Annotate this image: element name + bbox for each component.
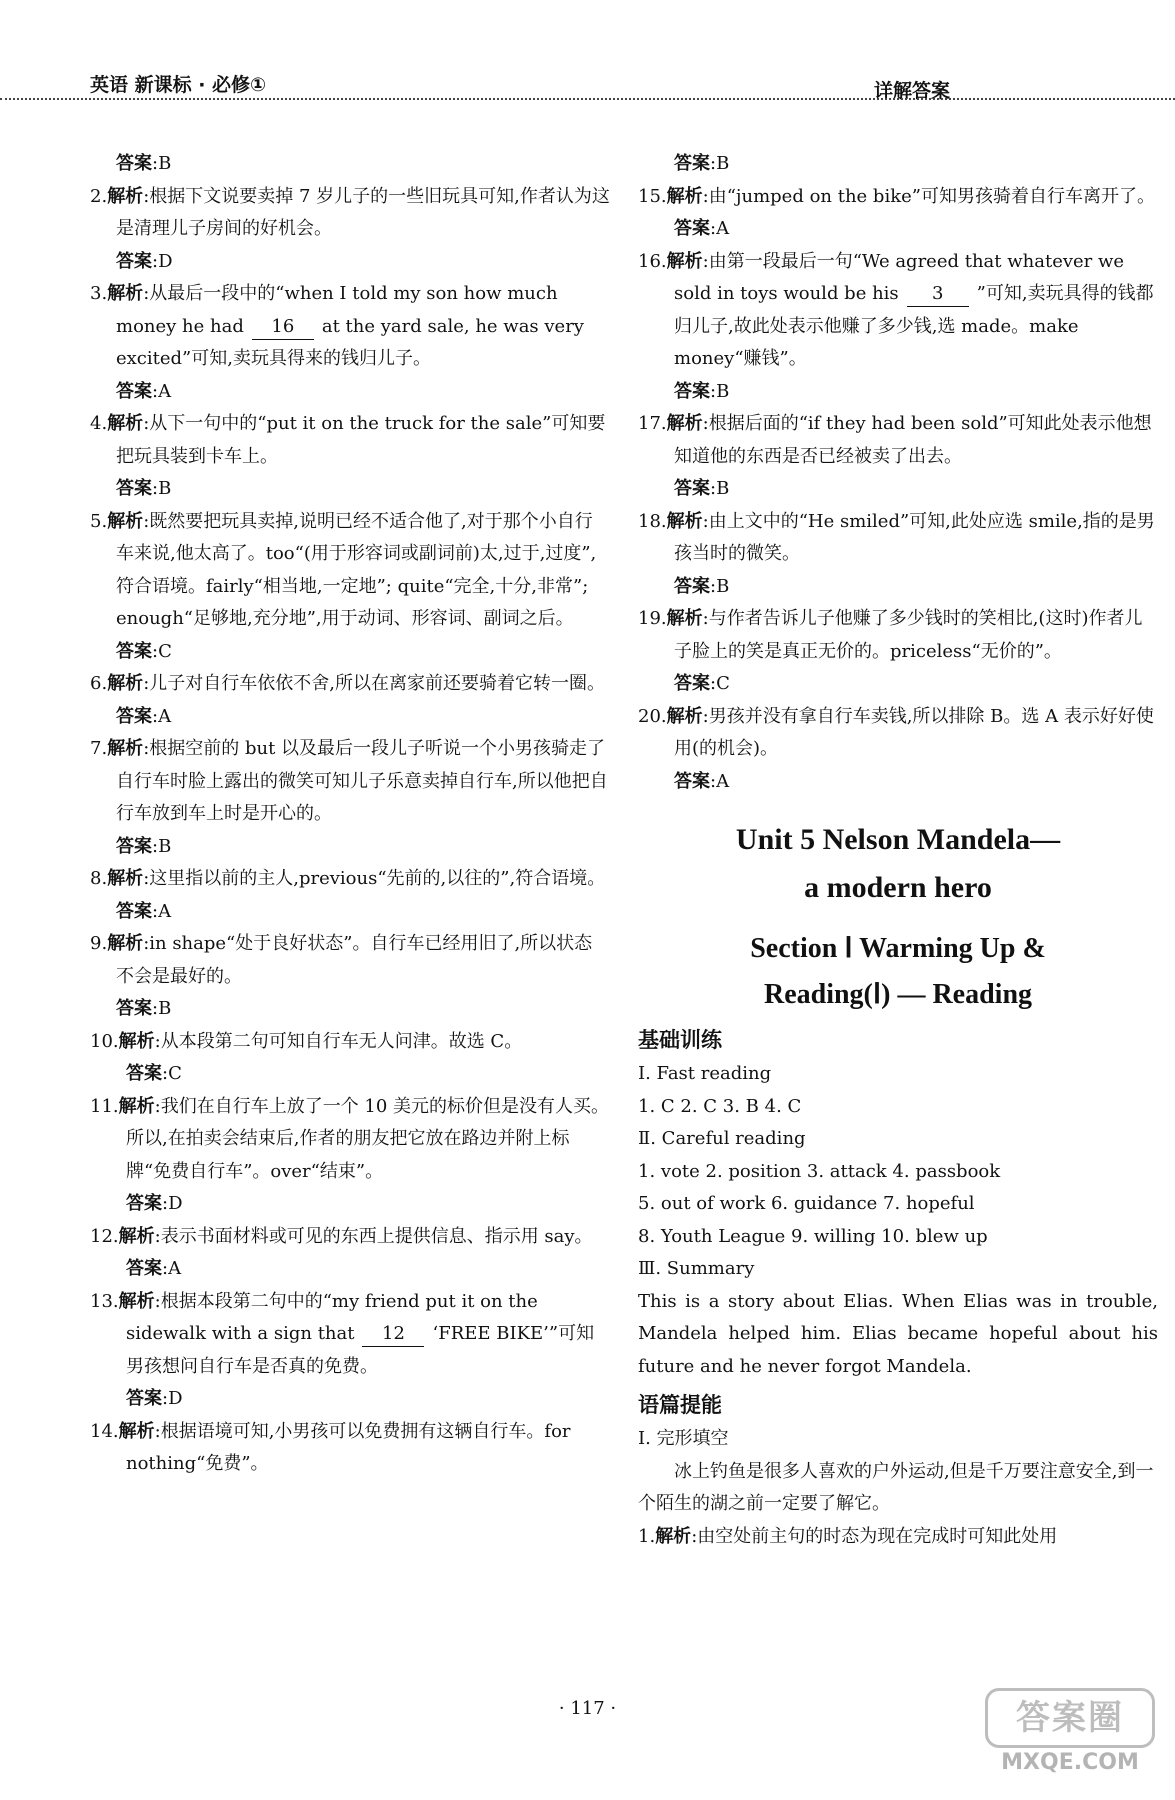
answer-value: :C: [710, 673, 730, 694]
analysis-label: 解析: [118, 1030, 155, 1052]
analysis-label: 解析: [107, 185, 144, 207]
analysis-item: [90, 863, 610, 896]
answer-line: [638, 766, 1158, 799]
answer-value: :A: [162, 1258, 182, 1279]
analysis-text: :我们在自行车上放了一个 10 美元的标价但是没有人买。所以,在拍卖会结束后,作者的朋友把它放在路边并附上标牌“免费自行车”。over“结束”。: [126, 1095, 610, 1182]
answer-value: :B: [152, 835, 172, 857]
answer-label: 答案: [116, 250, 152, 272]
analysis-text: ‘FREE BIKE’”可知男孩想问自行车是否真的免费。: [126, 1323, 595, 1377]
analysis-label: 解析: [655, 1525, 692, 1547]
analysis-label: 解析: [107, 673, 144, 694]
analysis-label: 解析: [107, 283, 144, 304]
answer-value: :D: [162, 1388, 183, 1409]
analysis-text: at the yard sale, he was very excited”可知,卖玩具得来的钱归儿子。: [116, 315, 584, 369]
answer-line: [90, 473, 610, 506]
item-number: 6.: [90, 673, 108, 694]
analysis-item: [90, 278, 610, 376]
answer-value: :A: [710, 770, 730, 792]
item-number: 7.: [90, 738, 108, 759]
analysis-text: :从下一句中的“put it on the truck for the sale”可知要把玩具装到卡车上。: [116, 413, 606, 467]
answer-value: :A: [152, 900, 172, 922]
analysis-text: :从本段第二句可知自行车无人问津。故选 C。: [154, 1030, 523, 1052]
answer-line: [90, 1253, 610, 1286]
right-answer-list: [638, 148, 1158, 798]
analysis-text: :男孩并没有拿自行车卖钱,所以排除 B。选 A 表示好好使用(的机会)。: [674, 705, 1154, 759]
analysis-label: 解析: [118, 1420, 155, 1442]
analysis-label: 解析: [107, 738, 144, 759]
item-number: 10.: [90, 1030, 119, 1052]
answer-label: 答案: [674, 673, 710, 694]
analysis-item: [638, 408, 1158, 473]
unit-title: [638, 816, 1158, 912]
answer-label: 答案: [116, 478, 152, 499]
section-title-line2: Reading(Ⅰ) — Reading: [763, 979, 1033, 1010]
item-number: 11.: [90, 1095, 119, 1117]
answer-line: [90, 993, 610, 1026]
analysis-item: [638, 181, 1158, 214]
analysis-item: [90, 1286, 610, 1384]
answer-label: 答案: [126, 1388, 162, 1409]
answer-line: [638, 376, 1158, 409]
analysis-item: [638, 603, 1158, 668]
blank-number: 12: [362, 1322, 424, 1347]
analysis-text: :由上文中的“He smiled”可知,此处应选 smile,指的是男孩当时的微笑。: [674, 510, 1155, 564]
watermark-url: MXQE.COM: [1001, 1750, 1139, 1775]
answer-line: [638, 473, 1158, 506]
item-number: 5.: [90, 510, 108, 532]
watermark-logo-text: 答案圈: [985, 1688, 1155, 1748]
analysis-item: [90, 1091, 610, 1189]
answer-value: :A: [152, 705, 172, 727]
fast-reading-answers: 1. C 2. C 3. B 4. C: [638, 1095, 802, 1117]
analysis-text: :从最后一段中的“when I told my son how much money he had: [116, 283, 558, 337]
summary-label: Ⅲ. Summary: [638, 1258, 755, 1279]
section-label: 详解答案: [873, 80, 950, 102]
item-number: 8.: [90, 868, 108, 889]
analysis-text: :根据下文说要卖掉 7 岁儿子的一些旧玩具可知,作者认为这是清理儿子房间的好机会。: [116, 185, 610, 239]
analysis-text: :由第一段最后一句“We agreed that whatever we sold in toys would be his: [674, 250, 1125, 304]
analysis-item: [90, 181, 610, 246]
answer-line: [638, 571, 1158, 604]
unit-title-line2: a modern hero: [804, 871, 992, 904]
answer-line: [90, 376, 610, 409]
analysis-item: [90, 506, 610, 636]
summary-text: This is a story about Elias. When Elias was in trouble, Mandela helped him. Elias became hopeful about his future and he never forgot Mandela.: [638, 1290, 1158, 1377]
analysis-label: 解析: [118, 1095, 155, 1117]
analysis-item: [90, 408, 610, 473]
analysis-text: :由空处前主句的时态为现在完成时可知此处用: [691, 1525, 1058, 1547]
answer-label: 答案: [116, 900, 152, 922]
analysis-item: [638, 246, 1158, 376]
analysis-label: 解析: [118, 1290, 155, 1312]
analysis-text: :in shape“处于良好状态”。自行车已经用旧了,所以状态不会是最好的。: [116, 933, 593, 987]
item-number: 15.: [638, 185, 667, 207]
answer-value: :A: [710, 218, 730, 239]
analysis-text: :儿子对自行车依依不舍,所以在离家前还要骑着它转一圈。: [143, 673, 605, 694]
analysis-text: :这里指以前的主人,previous“先前的,以往的”,符合语境。: [143, 868, 606, 889]
answer-label: 答案: [116, 998, 152, 1019]
analysis-text: :既然要把玩具卖掉,说明已经不适合他了,对于那个小自行车来说,他太高了。too“(用于形容词或副词前)太,过于,过度”,符合语境。fairly“相当地,一定地”; quite“完全,十分,非常”; enough“足够地,充分地”,用于动词、形容词、副词之后。: [116, 510, 597, 629]
item-number: 19.: [638, 608, 667, 629]
answer-label: 答案: [116, 153, 152, 174]
careful-reading-line: 1. vote 2. position 3. attack 4. passbook: [638, 1160, 1001, 1182]
item-number: 18.: [638, 510, 667, 532]
item-number: 12.: [90, 1225, 119, 1247]
item-number: 9.: [90, 933, 108, 954]
blank-number: 3: [907, 282, 969, 307]
analysis-text: :根据空前的 but 以及最后一段儿子听说一个小男孩骑走了自行车时脸上露出的微笑可知儿子乐意卖掉自行车,所以他把自行车放到车上时是开心的。: [116, 738, 608, 824]
answer-label: 答案: [116, 640, 152, 662]
item-number: 2.: [90, 185, 108, 207]
answer-value: :C: [162, 1063, 182, 1084]
item-number: 1.: [638, 1525, 656, 1547]
analysis-item: [638, 506, 1158, 571]
analysis-text: ”可知,卖玩具得的钱都归儿子,故此处表示他赚了多少钱,选 made。make money“赚钱”。: [674, 283, 1154, 369]
answer-value: :B: [710, 153, 730, 174]
item-number: 20.: [638, 705, 667, 727]
cloze-intro: 冰上钓鱼是很多人喜欢的户外运动,但是千万要注意安全,到一个陌生的湖之前一定要了解它。: [638, 1460, 1154, 1514]
answer-label: 答案: [674, 478, 710, 499]
analysis-text: :与作者告诉儿子他赚了多少钱时的笑相比,(这时)作者儿子脸上的笑是真正无价的。priceless“无价的”。: [674, 608, 1143, 662]
answer-label: 答案: [116, 835, 152, 857]
analysis-item: [638, 701, 1158, 766]
analysis-label: 解析: [107, 868, 144, 889]
analysis-text: :由“jumped on the bike”可知男孩骑着自行车离开了。: [702, 185, 1155, 207]
analysis-item: [90, 1026, 610, 1059]
analysis-label: 解析: [666, 413, 703, 434]
answer-label: 答案: [126, 1193, 162, 1214]
analysis-label: 解析: [666, 510, 703, 532]
answer-label: 答案: [674, 770, 710, 792]
analysis-item: [90, 1416, 610, 1481]
answer-label: 答案: [126, 1063, 162, 1084]
answer-line: [90, 701, 610, 734]
analysis-label: 解析: [107, 933, 144, 954]
analysis-item: [90, 668, 610, 701]
watermark-logo: [985, 1688, 1155, 1780]
section-title: [638, 926, 1158, 1018]
cloze-item-1: [638, 1521, 1158, 1554]
answer-line: [90, 831, 610, 864]
answer-label: 答案: [126, 1258, 162, 1279]
answer-line: [638, 213, 1158, 246]
answer-label: 答案: [674, 218, 710, 239]
item-number: 16.: [638, 250, 667, 272]
unit-title-line1: Unit 5 Nelson Mandela—: [735, 823, 1061, 856]
careful-reading-label: Ⅱ. Careful reading: [638, 1128, 806, 1149]
analysis-label: 解析: [107, 413, 144, 434]
blank-number: 16: [252, 315, 314, 340]
answer-line: [90, 1058, 610, 1091]
analysis-text: :根据后面的“if they had been sold”可知此处表示他想知道他的东西是否已经被卖了出去。: [674, 413, 1152, 467]
answer-line: [90, 148, 610, 181]
answer-line: [90, 896, 610, 929]
analysis-text: :表示书面材料或可见的东西上提供信息、指示用 say。: [154, 1225, 593, 1247]
section-title-line1: Section Ⅰ Warming Up &: [750, 933, 1046, 964]
item-number: 17.: [638, 413, 667, 434]
book-title: 英语 新课标 · 必修①: [90, 74, 267, 96]
left-column: [90, 148, 610, 1481]
analysis-label: 解析: [107, 510, 144, 532]
answer-label: 答案: [116, 705, 152, 727]
answer-line: [90, 636, 610, 669]
analysis-item: [90, 928, 610, 993]
answer-value: :B: [710, 380, 730, 402]
item-number: 4.: [90, 413, 108, 434]
answer-value: :B: [152, 153, 172, 174]
answer-value: :B: [152, 478, 172, 499]
answer-value: :C: [152, 640, 172, 662]
careful-reading-line: 8. Youth League 9. willing 10. blew up: [638, 1225, 988, 1247]
answer-line: [638, 668, 1158, 701]
analysis-text: :根据本段第二句中的“my friend put it on the sidewalk with a sign that: [126, 1290, 538, 1344]
fast-reading-label: Ⅰ. Fast reading: [638, 1063, 772, 1084]
item-number: 13.: [90, 1290, 119, 1312]
answer-line: [90, 1188, 610, 1221]
item-number: 3.: [90, 283, 108, 304]
answer-value: :B: [710, 575, 730, 597]
answer-value: :D: [162, 1193, 183, 1214]
analysis-item: [90, 733, 610, 831]
answer-label: 答案: [674, 380, 710, 402]
analysis-label: 解析: [666, 608, 703, 629]
analysis-label: 解析: [666, 250, 703, 272]
analysis-text: :根据语境可知,小男孩可以免费拥有这辆自行车。for nothing“免费”。: [126, 1420, 571, 1474]
analysis-label: 解析: [666, 185, 703, 207]
answer-label: 答案: [674, 575, 710, 597]
discourse-heading: 语篇提能: [638, 1393, 722, 1417]
answer-value: :B: [152, 998, 172, 1019]
cloze-label: Ⅰ. 完形填空: [638, 1428, 729, 1449]
careful-reading-line: 5. out of work 6. guidance 7. hopeful: [638, 1193, 975, 1214]
right-column: [638, 148, 1158, 1553]
header-divider: [0, 98, 1175, 100]
answer-label: 答案: [116, 380, 152, 402]
answer-line: [90, 246, 610, 279]
answer-value: :D: [152, 250, 173, 272]
answer-value: :B: [710, 478, 730, 499]
item-number: 14.: [90, 1420, 119, 1442]
analysis-label: 解析: [666, 705, 703, 727]
answer-value: :A: [152, 380, 172, 402]
page-header: [60, 70, 1100, 106]
page-number: · 117 ·: [558, 1698, 617, 1719]
answer-line: [90, 1383, 610, 1416]
analysis-item: [90, 1221, 610, 1254]
answer-line: [638, 148, 1158, 181]
analysis-label: 解析: [118, 1225, 155, 1247]
answer-label: 答案: [674, 153, 710, 174]
basic-training-heading: 基础训练: [638, 1028, 722, 1052]
